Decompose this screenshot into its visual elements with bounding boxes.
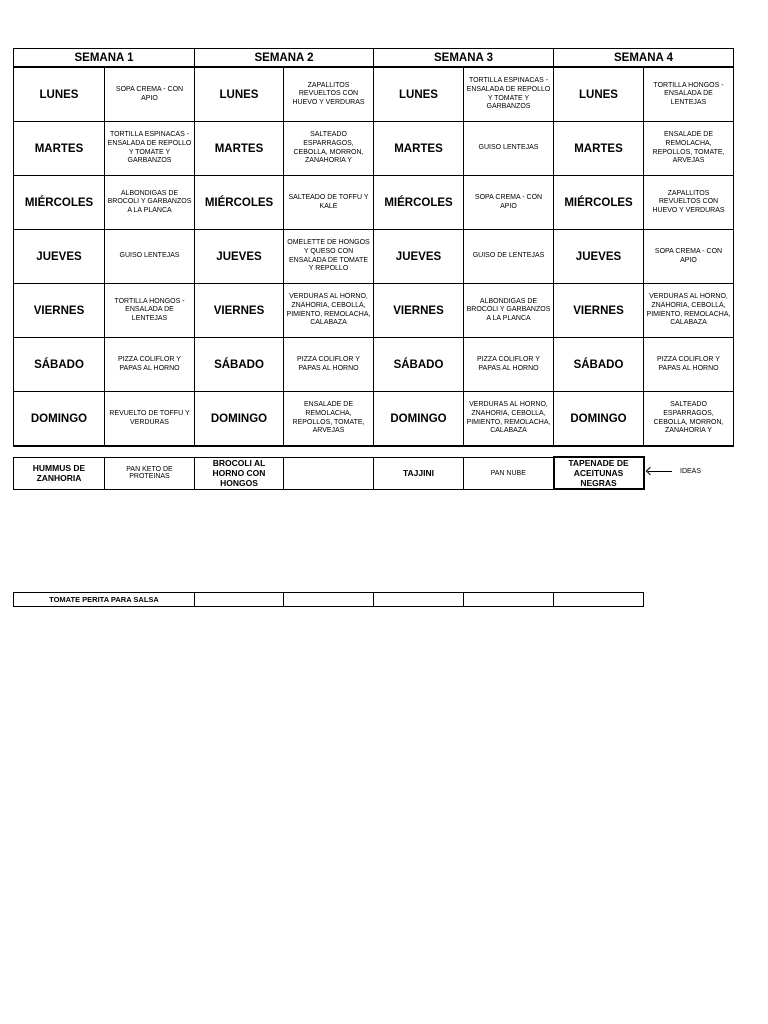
dish-cell: GUISO DE LENTEJAS <box>464 230 554 284</box>
day-cell: MIÉRCOLES <box>195 176 284 230</box>
week-header: SEMANA 4 <box>554 49 734 68</box>
dish-cell: ENSALADE DE REMOLACHA, REPOLLOS, TOMATE, ARVEJAS <box>284 392 374 447</box>
week-header: SEMANA 3 <box>374 49 554 68</box>
day-cell: JUEVES <box>554 230 644 284</box>
empty-cell <box>554 593 644 607</box>
dish-cell: PIZZA COLIFLOR Y PAPAS AL HORNO <box>464 338 554 392</box>
dish-cell: VERDURAS AL HORNO, ZNAHORIA, CEBOLLA, PIMIENTO, REMOLACHA, CALABAZA <box>284 284 374 338</box>
idea-cell: PAN KETO DE PROTEINAS <box>105 457 195 489</box>
dish-cell: ALBONDIGAS DE BROCOLI Y GARBANZOS A LA PLANCA <box>464 284 554 338</box>
dish-cell: GUISO LENTEJAS <box>464 122 554 176</box>
menu-row <box>14 230 734 284</box>
dish-cell: ZAPALLITOS REVUELTOS CON HUEVO Y VERDURAS <box>284 67 374 122</box>
dish-cell: REVUELTO DE TOFFU Y VERDURAS <box>105 392 195 447</box>
day-cell: LUNES <box>195 67 284 122</box>
weekly-menu-table <box>13 48 734 447</box>
day-cell: MARTES <box>554 122 644 176</box>
empty-cell <box>374 593 464 607</box>
dish-cell: TORTILLA ESPINACAS - ENSALADA DE REPOLLO Y TOMATE Y GARBANZOS <box>105 122 195 176</box>
dish-cell: SOPA CREMA - CON APIO <box>464 176 554 230</box>
menu-row <box>14 338 734 392</box>
idea-cell: HUMMUS DE ZANHORIA <box>14 457 105 489</box>
day-cell: LUNES <box>374 67 464 122</box>
ideas-note <box>646 465 736 477</box>
day-cell: DOMINGO <box>554 392 644 447</box>
dish-cell: TORTILLA HONGOS - ENSALADA DE LENTEJAS <box>644 67 734 122</box>
empty-cell <box>284 593 374 607</box>
day-cell: SÁBADO <box>554 338 644 392</box>
empty-cell <box>195 593 284 607</box>
dish-cell: PIZZA COLIFLOR Y PAPAS AL HORNO <box>284 338 374 392</box>
empty-cell <box>464 593 554 607</box>
dish-cell: SALTEADO DE TOFFU Y KALE <box>284 176 374 230</box>
day-cell: MIÉRCOLES <box>554 176 644 230</box>
idea-cell: TAJJINI <box>374 457 464 489</box>
dish-cell: ALBONDIGAS DE BROCOLI Y GARBANZOS A LA PLANCA <box>105 176 195 230</box>
dish-cell: GUISO LENTEJAS <box>105 230 195 284</box>
day-cell: JUEVES <box>195 230 284 284</box>
dish-cell: TORTILLA HONGOS - ENSALADA DE LENTEJAS <box>105 284 195 338</box>
dish-cell: VERDURAS AL HORNO, ZNAHORIA, CEBOLLA, PIMIENTO, REMOLACHA, CALABAZA <box>464 392 554 447</box>
day-cell: VIERNES <box>374 284 464 338</box>
idea-cell: TAPENADE DE ACEITUNAS NEGRAS <box>554 457 644 489</box>
ideas-note-label: IDEAS <box>680 467 702 475</box>
dish-cell: SALTEADO ESPARRAGOS, CEBOLLA, MORRON, ZANAHORIA Y <box>284 122 374 176</box>
menu-row <box>14 392 734 447</box>
day-cell: LUNES <box>14 67 105 122</box>
idea-cell <box>284 457 374 489</box>
day-cell: VIERNES <box>195 284 284 338</box>
ideas-table <box>13 456 645 490</box>
extra-label: TOMATE PERITA PARA SALSA <box>14 593 195 607</box>
day-cell: SÁBADO <box>14 338 105 392</box>
day-cell: SÁBADO <box>374 338 464 392</box>
idea-cell: BROCOLI AL HORNO CON HONGOS <box>195 457 284 489</box>
day-cell: MARTES <box>14 122 105 176</box>
day-cell: DOMINGO <box>195 392 284 447</box>
dish-cell: SALTEADO ESPARRAGOS, CEBOLLA, MORRON, ZANAHORIA Y <box>644 392 734 447</box>
day-cell: VIERNES <box>14 284 105 338</box>
dish-cell: ENSALADE DE REMOLACHA, REPOLLOS, TOMATE, ARVEJAS <box>644 122 734 176</box>
day-cell: VIERNES <box>554 284 644 338</box>
dish-cell: OMELETTE DE HONGOS Y QUESO CON ENSALADA DE TOMATE Y REPOLLO <box>284 230 374 284</box>
dish-cell: ZAPALLITOS REVUELTOS CON HUEVO Y VERDURAS <box>644 176 734 230</box>
extra-row <box>14 593 644 607</box>
day-cell: JUEVES <box>14 230 105 284</box>
week-header: SEMANA 1 <box>14 49 195 68</box>
dish-cell: PIZZA COLIFLOR Y PAPAS AL HORNO <box>105 338 195 392</box>
day-cell: LUNES <box>554 67 644 122</box>
day-cell: MIÉRCOLES <box>14 176 105 230</box>
dish-cell: PIZZA COLIFLOR Y PAPAS AL HORNO <box>644 338 734 392</box>
ideas-row <box>14 457 644 489</box>
day-cell: MARTES <box>195 122 284 176</box>
day-cell: MIÉRCOLES <box>374 176 464 230</box>
day-cell: MARTES <box>374 122 464 176</box>
day-cell: DOMINGO <box>14 392 105 447</box>
day-cell: SÁBADO <box>195 338 284 392</box>
idea-cell: PAN NUBE <box>464 457 554 489</box>
dish-cell: SOPA CREMA - CON APIO <box>105 67 195 122</box>
dish-cell: VERDURAS AL HORNO, ZNAHORIA, CEBOLLA, PIMIENTO, REMOLACHA, CALABAZA <box>644 284 734 338</box>
arrow-left-icon <box>646 467 672 475</box>
menu-row <box>14 67 734 122</box>
week-header: SEMANA 2 <box>195 49 374 68</box>
menu-row <box>14 284 734 338</box>
week-header-row <box>14 49 734 68</box>
dish-cell: SOPA CREMA - CON APIO <box>644 230 734 284</box>
day-cell: DOMINGO <box>374 392 464 447</box>
day-cell: JUEVES <box>374 230 464 284</box>
menu-row <box>14 122 734 176</box>
dish-cell: TORTILLA ESPINACAS - ENSALADA DE REPOLLO Y TOMATE Y GARBANZOS <box>464 67 554 122</box>
menu-row <box>14 176 734 230</box>
extra-table <box>13 592 644 607</box>
